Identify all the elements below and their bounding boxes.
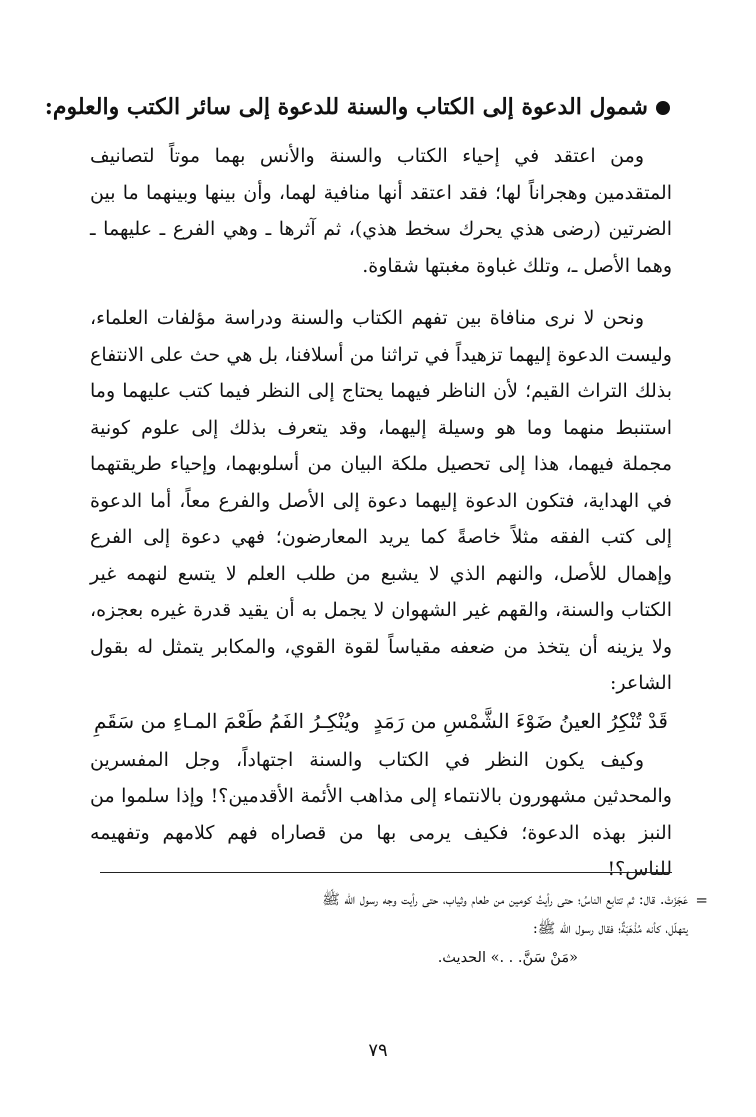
footnote (88, 886, 708, 973)
bullet-icon (656, 101, 670, 115)
footnote-line-1: عَجَزَتْ. قال: ثم تتابع الناسُ؛ حتى رأيتُ كومين من طعام وثياب، حتى رأيت وجه رسول الله ﷺ (322, 892, 688, 908)
paragraph-2: ونحن لا نرى منافاة بين تفهم الكتاب والسنة ودراسة مؤلفات العلماء، وليست الدعوة إليهما تزهيداً في تراثنا من أسلافنا، بل هي حث على الانتفاع بذلك التراث القيم؛ لأن الناظر فيهما يحتاج إلى النظر فيما كتب عليهما وما استنبط منهما وما هو وسيلة إليهما، وقد يتعرف بذلك إلى علوم كونية مجملة فيهما، هذا إلى تحصيل ملكة البيان من أسلوبهما، وإحياء طريقتهما في الهداية، فتكون الدعوة إليهما دعوة إلى الأصل والفرع معاً، أما الدعوة إلى كتب الفقه مثلاً خاصةً كما يريد المعارضون؛ فهي دعوة إلى الفرع وإهمال للأصل، والنهم الذي لا يشبع من طلب العلم لا يتسع لنهمه غير الكتاب والسنة، والقهم غير الشهوان لا يجمل به أن يقيد قدرة غيره بعجزه، ولا يزينه أن يتخذ من ضعفه مقياساً لقوة القوي، والمكابر يتمثل له بقول الشاعر: (90, 307, 672, 694)
verse-first-hemistich: قَدْ تُنْكِرُ العينُ ضَوْءَ الشَّمْسِ من رَمَدٍ (373, 708, 668, 733)
section-heading-text: شمول الدعوة إلى الكتاب والسنة للدعوة إلى سائر الكتب والعلوم: (44, 94, 648, 120)
footnote-continuation-marker: = (695, 891, 708, 909)
page-number: ٧٩ (368, 1040, 388, 1061)
footnote-line-2: يتهلّل، كأنه مُذْهَبَةٌ؛ فقال رسول الله ﷺ: (532, 921, 688, 937)
body-text (90, 138, 672, 888)
footnote-line-3: «مَنْ سَنَّ. . .» الحديث. (437, 950, 578, 966)
paragraph-1: ومن اعتقد في إحياء الكتاب والسنة والأنس بهما موتاً لتصانيف المتقدمين وهجراناً لها؛ فقد اعتقد أنها منافية لهما، وأن بينها وبينهما ما بين الضرتين (رضى هذي يحرك سخط هذي)، ثم آثرها ـ وهي الفرع ـ عليهما ـ وهما الأصل ـ، وتلك غباوة مغبتها شقاوة. (90, 145, 672, 277)
verse-second-hemistich: ويُنْكِـرُ الفَمُ طَعْمَ المـاءِ من سَقَمِ (94, 708, 360, 733)
poetry-verse (90, 702, 672, 740)
paragraph-3: وكيف يكون النظر في الكتاب والسنة اجتهاداً، وجل المفسرين والمحدثين مشهورون بالانتماء إلى مذاهب الأئمة الأقدمين؟! وإذا سلموا من النبز بهذه الدعوة؛ فكيف يرمى بها من قصاراه فهم كلامهم وتفهيمه للناس؟! (90, 748, 672, 880)
section-heading (44, 92, 670, 122)
footnote-divider (100, 872, 672, 873)
